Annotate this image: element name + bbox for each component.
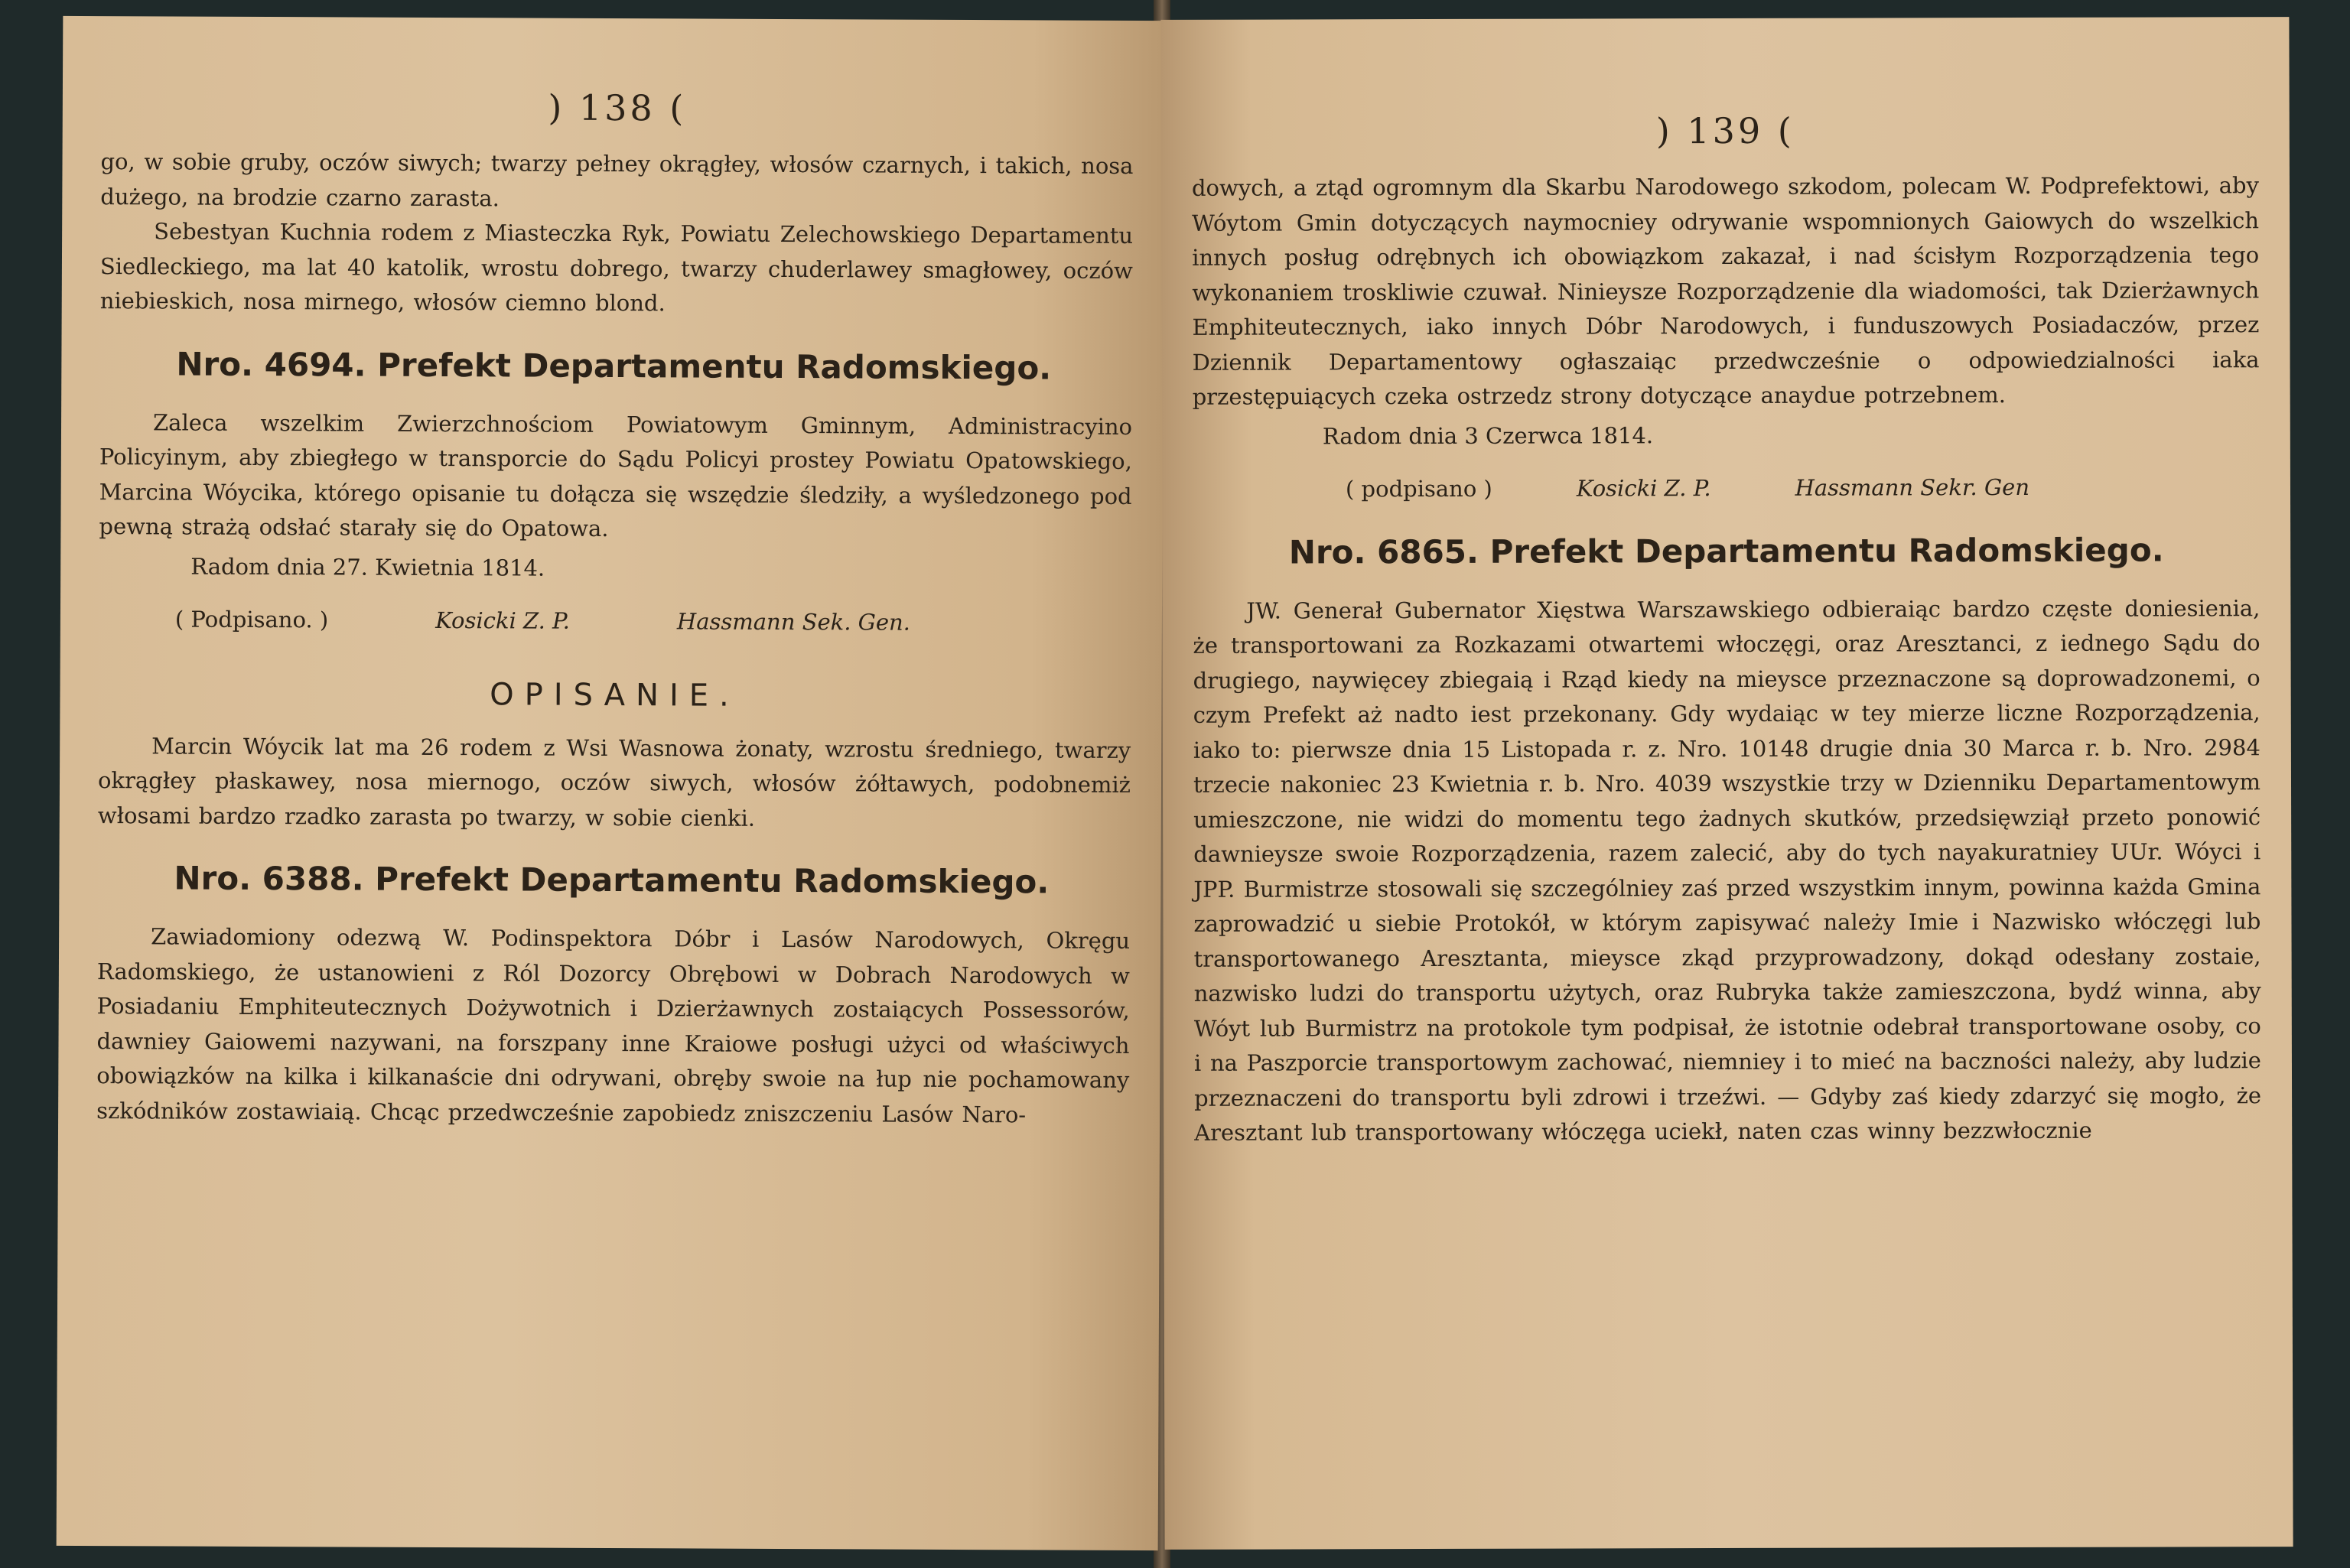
paragraph: Zawiadomiony odezwą W. Podinspektora Dóbr i Lasów Narodowych, Okręgu Radomskiego, że ustanowieni z Ról Dozorcy Obrębowi w Dobrach Narodowych w Posiadaniu Emphiteutecznych Dożywotnich i Dzierżawnych zostaiących Possessorów, dawniey Gaiowemi nazywani, na forszpany inne Kraiowe posługi użyci od właściwych obowiązków na kilka i kilkanaście dni odrywani, obręby swoie na łup nie pochamowany szkódników zostawiaią. Chcąc przedwcześnie zapobiedz zniszczeniu Lasów Naro- — [96, 923, 1131, 1127]
signature-label: ( Podpisano. ) — [174, 606, 329, 633]
signature-prefect: Kosicki Z. P. — [435, 607, 571, 634]
date-line: Radom dnia 3 Czerwca 1814. — [1322, 421, 1654, 449]
page-number-left: ) 138 ( — [548, 86, 687, 129]
page-number-right: ) 139 ( — [1655, 109, 1795, 152]
signature-line — [1193, 470, 2260, 507]
section-heading: Nro. 6865. Prefekt Departamentu Radomskiego. — [1288, 531, 2164, 571]
paragraph: dowych, a ztąd ogromnym dla Skarbu Narodowego szkodom, polecam W. Podprefektowi, aby Wóytom Gmin dotyczących naymocniey odrywanie wspomnionych Gaiowych do wszelkich innych posług odrębnych ich obowiązkom zakazał, i nad ścisłym Rozporządzenia tego wykonaniem troskliwie czuwał. Ninieysze Rozporządzenie dla wiadomości, tak Dzierżawnych Emphiteutecznych, iako innych Dóbr Narodowych, i funduszowych Posiadaczów, przez Dziennik Departamentowy ogłaszaiąc przedwcześnie o odpowiedzialności iaka przestępuiących czeka ostrzedz strony dotyczące anaydue potrzebnem. — [1191, 172, 2260, 410]
paragraph: JW. Generał Gubernator Xięstwa Warszawskiego odbieraiąc bardzo częste doniesienia, że transportowani za Rozkazami otwartemi włoczęgi, oraz Aresztanci, z iednego Sądu do drugiego, naywięcey zbiegaią i Rząd kiedy na mieysce przeznaczone są doprowadzonemi, o czym Prefekt aż nadto iest przekonany. Gdy wydaiąc w tey mierze liczne Rozporządzenia, iako to: pierwsze dnia 15 Listopada r. z. Nro. 10148 drugie dnia 30 Marca r. b. Nro. 2984 trzecie nakoniec 23 Kwietnia r. b. Nro. 4039 wszystkie trzy w Dzienniku Departamentowym umieszczone, nie widzi do momentu tego żadnych skutków, przedsięwziął przeto ponowić dawnieysze swoie Rozporządzenia, razem zalecić, aby do tych nayakuratniey UUr. Wóyci i JPP. Burmistrze stosowali się szczególniey zaś przed wszystkim innym, powinna każda Gmina zaprowadzić u siebie Protokół, w którym zapisywać należy Imie i Nazwisko włóczęgi lub transportowanego Aresztanta, mieysce zkąd przyprowadzony, dokąd odesłany zostaie, nazwisko ludzi do transportu użytych, oraz Rubryka także zamieszczona, bydź winna, aby Wóyt lub Burmistrz na protokole tym podpisał, że istotnie odebrał transportowane osoby, co i na Paszporcie transportowym zachować, niemniey i to mieć na baczności należy, aby ludzie przeznaczeni do transportu byli zdrowi i trzeźwi. — Gdyby zaś kiedy zdarzyć się mogło, że Aresztant lub transportowany włóczęga uciekł, naten czas winny bezzwłocznie — [1193, 594, 2262, 1146]
left-page — [57, 16, 1165, 1550]
description-title: OPISANIE. — [490, 676, 740, 714]
date-line: Radom dnia 27. Kwietnia 1814. — [190, 553, 545, 581]
signature-secretary: Hassmann Sekr. Gen — [1795, 473, 2030, 501]
paragraph: Marcin Wóycik lat ma 26 rodem z Wsi Wasnowa żonaty, wzrostu średniego, twarzy okrągłey płaskawey, nosa miernogo, oczów siwych, włosów żółtawych, podobnemiż włosami bardzo rzadko zarasta po twarzy, w sobie cienki. — [97, 732, 1131, 831]
signature-label: ( podpisano ) — [1345, 475, 1492, 503]
signature-secretary: Hassmann Sek. Gen. — [676, 608, 910, 636]
paragraph: Sebestyan Kuchnia rodem z Miasteczka Ryk, Powiatu Zelechowskiego Departamentu Siedleckiego, ma lat 40 katolik, wrostu dobrego, twarzy chuderlawey smagłowey, oczów niebieskich, nosa mirnego, włosów ciemno blond. — [99, 218, 1134, 317]
section-heading: Nro. 6388. Prefekt Departamentu Radomskiego. — [174, 859, 1050, 901]
signature-line — [99, 602, 1131, 641]
signature-prefect: Kosicki Z. P. — [1576, 475, 1711, 502]
right-page — [1160, 17, 2293, 1550]
section-heading: Nro. 4694. Prefekt Departamentu Radomskiego. — [176, 345, 1052, 387]
paragraph: go, w sobie gruby, oczów siwych; twarzy pełney okrągłey, włosów czarnych, i takich, nosa dużego, na brodzie czarno zarasta. — [100, 148, 1134, 211]
paragraph: Zaleca wszelkim Zwierzchnościom Powiatowym Gminnym, Administracyino Policyinym, aby zbiegłego w transporcie do Sądu Policyi prostey Powiatu Opatowskiego, Marcina Wóycika, którego opisanie tu dołącza się wszędzie śledziły, a wyśledzonego pod pewną strażą odsłać starały się do Opatowa. — [99, 408, 1133, 542]
